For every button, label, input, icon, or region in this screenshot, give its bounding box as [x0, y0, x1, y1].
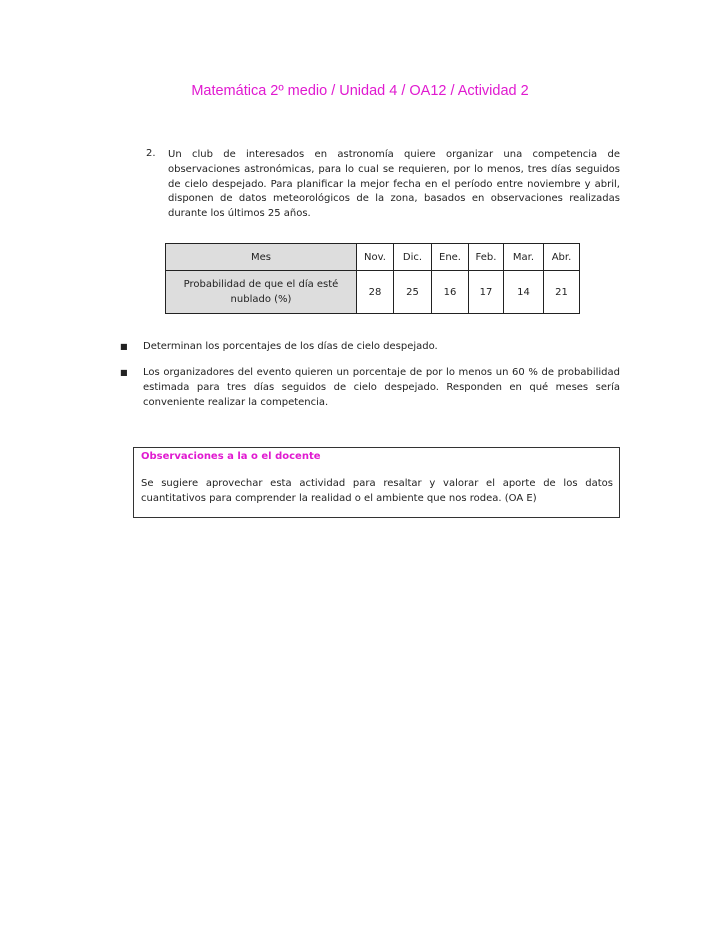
value-cell: 21 — [544, 271, 580, 314]
page-title: Matemática 2º medio / Unidad 4 / OA12 / Actividad 2 — [191, 83, 529, 99]
teacher-notes-box — [133, 447, 620, 518]
notes-title: Observaciones a la o el docente — [141, 451, 321, 462]
month-cell: Abr. — [544, 244, 580, 271]
row-label: Probabilidad de que el día esté nublado (%) — [166, 271, 357, 314]
value-cell: 14 — [504, 271, 544, 314]
notes-text: Se sugiere aprovechar esta actividad para resaltar y valorar el aporte de los datos cuantitativos para comprender la realidad o el ambiente que nos rodea. (OA E) — [141, 478, 613, 504]
value-cell: 28 — [357, 271, 394, 314]
bullet-text: Los organizadores del evento quieren un porcentaje de por lo menos un 60 % de probabilidad estimada para tres días seguidos de cielo despejado. Responden en qué meses sería conveniente realizar la competencia. — [143, 367, 620, 408]
value-cell: 25 — [394, 271, 432, 314]
month-cell: Mar. — [504, 244, 544, 271]
problem-text: Un club de interesados en astronomía quiere organizar una competencia de observaciones astronómicas, para lo cual se requieren, por lo menos, tres días seguidos de cielo despejado. Para planificar la mejor fecha en el período entre noviembre y abril, disponen de datos meteorológicos de la zona, basados en observaciones realizadas durante los últimos 25 años. — [168, 149, 620, 220]
month-cell: Ene. — [432, 244, 469, 271]
month-cell: Dic. — [394, 244, 432, 271]
value-cell: 17 — [469, 271, 504, 314]
month-cell: Nov. — [357, 244, 394, 271]
value-cell: 16 — [432, 271, 469, 314]
cloud-probability-table — [165, 243, 580, 314]
table-row — [166, 271, 580, 314]
month-cell: Feb. — [469, 244, 504, 271]
table-header-row — [166, 244, 580, 271]
bullet-icon: ■ — [120, 342, 128, 351]
bullet-text: Determinan los porcentajes de los días de cielo despejado. — [143, 341, 438, 352]
bullet-icon: ■ — [120, 368, 128, 377]
problem-number: 2. — [146, 148, 156, 159]
header-label: Mes — [166, 244, 357, 271]
